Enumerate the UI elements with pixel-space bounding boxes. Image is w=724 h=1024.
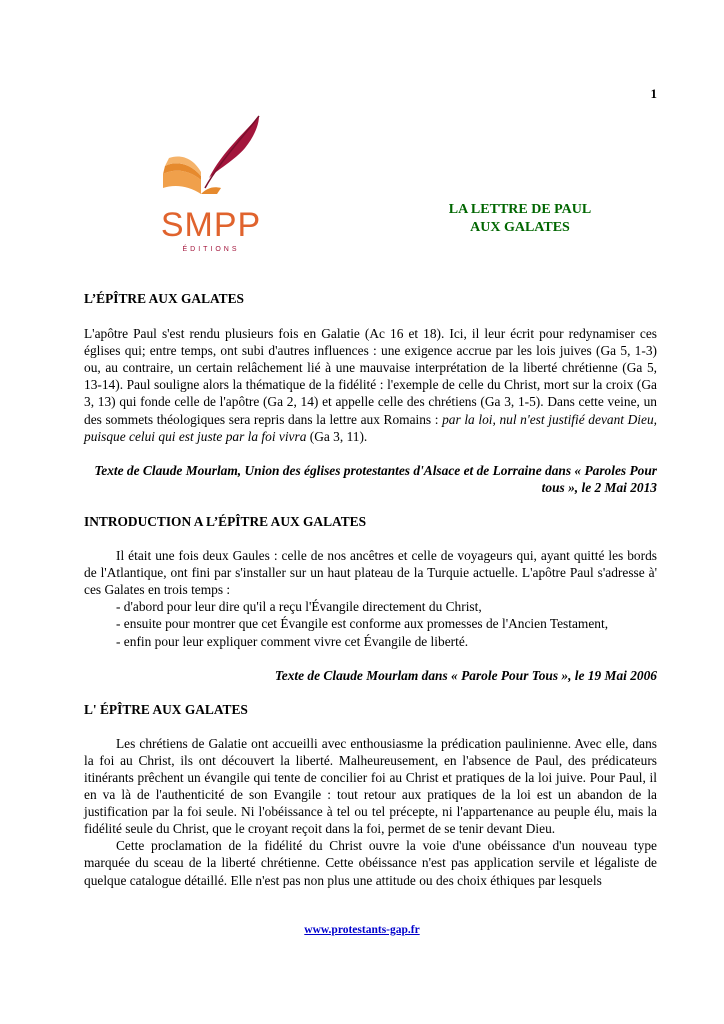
section1-quote: par la loi, nul n'est justifié devant Dieu, puisque celui qui est juste par la foi vivra xyxy=(84,411,657,444)
logo-brand-text: SMPP xyxy=(160,206,262,244)
smpp-editions-logo xyxy=(155,114,267,256)
logo-sub-text: ÉDITIONS xyxy=(182,246,240,253)
section2-attribution: Texte de Claude Mourlam dans « Parole Pour Tous », le 19 Mai 2006 xyxy=(274,667,657,683)
document-title-line2: AUX GALATES xyxy=(470,220,570,235)
page-number: 1 xyxy=(650,86,657,101)
section1-text-start: L'apôtre Paul s'est rendu plusieurs fois en Galatie (Ac 16 et 18). Ici, il leur écrit pour redynamiser ces églises qui; entre temps, ont subi d'autres influences : une exigence accrue par les lois juives (Ga 5, 1-3) ou, au contraire, un certain relâchement lié à une mauvaise interprétation de la liberté chrétienne (Ga 5, 13-14). Paul souligne alors la thématique de la fidélité : l'exemple de celle du Christ, mort sur la croix (Ga 3, 13) qui fonde celle de l'apôtre (Ga 2, 14) et appelle celle des chrétiens (Ga 3, 1-5). Dans cette veine, un des sommets théologiques sera repris dans la lettre aux Romains : xyxy=(84,326,657,427)
section1-text-end: (Ga 3, 11). xyxy=(306,428,368,444)
section1-paragraph xyxy=(84,325,657,445)
section2-paragraph: Il était une fois deux Gaules : celle de nos ancêtres et celle de voyageurs qui, ayant quitté les bords de l'Atlantique, ont fini par s'installer sur un haut plateau de la Turquie actuelle. L'apôtre Paul s'adresse à' ces Galates en trois temps : xyxy=(84,548,657,598)
section3-paragraph-2: Cette proclamation de la fidélité du Christ ouvre la voie d'une obéissance d'un nouveau type marquée du sceau de la liberté chrétienne. Cette obéissance n'est pas application servile et légaliste de quelque catalogue détaillé. Elle n'est pas non plus une attitude ou des choix éthiques par lesquels xyxy=(84,838,657,888)
section3-paragraph-1: Les chrétiens de Galatie ont accueilli avec enthousiasme la prédication paulinienne. Avec elle, dans la foi au Christ, ils ont découvert la liberté. Malheureusement, en l'absence de Paul, des prédicateurs itinérants prêchent un évangile qui tente de concilier foi au Christ et pratiques de la loi juive. Pour Paul, il en va là de l'authenticité de son Evangile : tout retour aux pratiques de la loi est un abandon de la justification par la foi seule. Ni l'obéissance à tel ou tel précepte, ni l'appartenance au peuple élu, mais la fidélité seule du Christ, que le croyant reçoit dans la foi, permet de se tenir devant Dieu. xyxy=(84,735,657,837)
section1-attribution: Texte de Claude Mourlam, Union des églises protestantes d'Alsace et de Lorraine dans « Paroles Pour tous », le 2 Mai 2013 xyxy=(94,462,657,495)
document-title-line1: LA LETTRE DE PAUL xyxy=(448,202,592,217)
section2-heading: INTRODUCTION A L’ÉPÎTRE AUX GALATES xyxy=(84,513,367,529)
document-body xyxy=(84,290,657,889)
document-title xyxy=(400,201,640,237)
list-item: - enfin pour leur expliquer comment vivre cet Évangile de liberté. xyxy=(116,633,469,649)
list-item: - ensuite pour montrer que cet Évangile est conforme aux promesses de l'Ancien Testament, xyxy=(116,616,609,632)
section3-heading: L' ÉPÎTRE AUX GALATES xyxy=(84,701,248,717)
footer-website-link[interactable]: www.protestants-gap.fr xyxy=(304,924,420,936)
section2-list xyxy=(84,598,657,649)
list-item: - d'abord pour leur dire qu'il a reçu l'Évangile directement du Christ, xyxy=(116,599,482,615)
section1-heading: L’ÉPÎTRE AUX GALATES xyxy=(84,291,244,306)
